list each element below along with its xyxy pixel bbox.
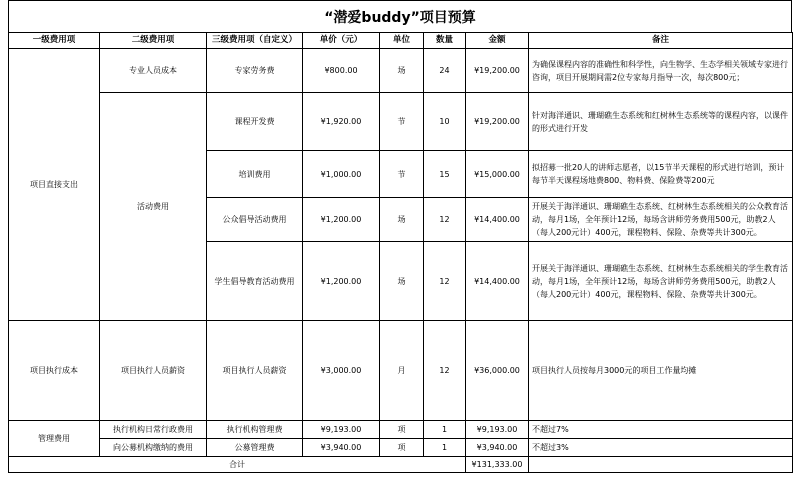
sheet-title: “潜爱buddy”项目预算 <box>8 0 792 32</box>
cell-qty[interactable]: 15 <box>424 151 466 198</box>
cell-qty[interactable]: 12 <box>424 198 466 242</box>
cell-level3[interactable]: 执行机构管理费 <box>207 421 303 439</box>
cell-amount[interactable]: ¥9,193.00 <box>466 421 529 439</box>
cell-qty[interactable]: 1 <box>424 421 466 439</box>
cell-level3[interactable]: 公众倡导活动费用 <box>207 198 303 242</box>
table-row <box>9 321 793 421</box>
cell-price[interactable]: ¥1,000.00 <box>303 151 380 198</box>
header-cell-qty[interactable]: 数量 <box>424 33 466 49</box>
cell-unit[interactable]: 场 <box>380 242 424 321</box>
cell-amount[interactable]: ¥14,400.00 <box>466 242 529 321</box>
cell-unit[interactable]: 项 <box>380 421 424 439</box>
total-label[interactable]: 合计 <box>9 457 466 473</box>
table-row <box>9 93 793 151</box>
cell-level3[interactable]: 课程开发费 <box>207 93 303 151</box>
cell-level1-mgmt[interactable]: 管理费用 <box>9 421 100 457</box>
total-row <box>9 457 793 473</box>
cell-amount[interactable]: ¥19,200.00 <box>466 93 529 151</box>
cell-price[interactable]: ¥3,940.00 <box>303 439 380 457</box>
cell-level3[interactable]: 公募管理费 <box>207 439 303 457</box>
cell-note[interactable]: 针对海洋通识、珊瑚礁生态系统和红树林生态系统等的课程内容，以课件的形式进行开发 <box>529 93 793 151</box>
cell-level2[interactable]: 执行机构日常行政费用 <box>100 421 207 439</box>
cell-level3[interactable]: 项目执行人员薪资 <box>207 321 303 421</box>
table-row <box>9 439 793 457</box>
cell-unit[interactable]: 场 <box>380 198 424 242</box>
cell-note[interactable]: 开展关于海洋通识、珊瑚礁生态系统、红树林生态系统相关的学生教育活动，每月1场，全年预计12场，每场含讲师劳务费用500元，助教2人（每人200元计）400元，课程物料、保险、杂费等共计300元。 <box>529 242 793 321</box>
cell-amount[interactable]: ¥3,940.00 <box>466 439 529 457</box>
header-row <box>9 33 793 49</box>
header-cell-level2[interactable]: 二级费用项 <box>100 33 207 49</box>
cell-qty[interactable]: 10 <box>424 93 466 151</box>
cell-level2-activity[interactable]: 活动费用 <box>100 93 207 321</box>
cell-price[interactable]: ¥3,000.00 <box>303 321 380 421</box>
cell-qty[interactable]: 12 <box>424 242 466 321</box>
cell-note[interactable]: 开展关于海洋通识、珊瑚礁生态系统、红树林生态系统相关的公众教育活动，每月1场，全年预计12场，每场含讲师劳务费用500元，助教2人（每人200元计）400元，课程物料、保险、杂费等共计300元。 <box>529 198 793 242</box>
cell-price[interactable]: ¥1,200.00 <box>303 198 380 242</box>
cell-amount[interactable]: ¥36,000.00 <box>466 321 529 421</box>
header-cell-unit[interactable]: 单位 <box>380 33 424 49</box>
cell-price[interactable]: ¥800.00 <box>303 49 380 93</box>
cell-unit[interactable]: 月 <box>380 321 424 421</box>
cell-unit[interactable]: 节 <box>380 151 424 198</box>
cell-unit[interactable]: 节 <box>380 93 424 151</box>
cell-price[interactable]: ¥9,193.00 <box>303 421 380 439</box>
total-amount[interactable]: ¥131,333.00 <box>466 457 529 473</box>
cell-qty[interactable]: 24 <box>424 49 466 93</box>
cell-qty[interactable]: 1 <box>424 439 466 457</box>
cell-note[interactable]: 不超过7% <box>529 421 793 439</box>
cell-level1-exec[interactable]: 项目执行成本 <box>9 321 100 421</box>
cell-note[interactable]: 不超过3% <box>529 439 793 457</box>
cell-qty[interactable]: 12 <box>424 321 466 421</box>
cell-amount[interactable]: ¥14,400.00 <box>466 198 529 242</box>
table-row <box>9 421 793 439</box>
cell-note[interactable]: 项目执行人员按每月3000元的项目工作量均摊 <box>529 321 793 421</box>
header-cell-note[interactable]: 备注 <box>529 33 793 49</box>
header-cell-level1[interactable]: 一级费用项 <box>9 33 100 49</box>
cell-price[interactable]: ¥1,920.00 <box>303 93 380 151</box>
cell-amount[interactable]: ¥15,000.00 <box>466 151 529 198</box>
cell-level2[interactable]: 专业人员成本 <box>100 49 207 93</box>
cell-price[interactable]: ¥1,200.00 <box>303 242 380 321</box>
cell-amount[interactable]: ¥19,200.00 <box>466 49 529 93</box>
cell-level3[interactable]: 培训费用 <box>207 151 303 198</box>
cell-level2[interactable]: 向公募机构缴纳的费用 <box>100 439 207 457</box>
header-cell-price[interactable]: 单价（元） <box>303 33 380 49</box>
header-cell-amount[interactable]: 金额 <box>466 33 529 49</box>
budget-table <box>8 32 793 473</box>
cell-unit[interactable]: 场 <box>380 49 424 93</box>
total-note-empty[interactable] <box>529 457 793 473</box>
table-row <box>9 49 793 93</box>
cell-level3[interactable]: 专家劳务费 <box>207 49 303 93</box>
cell-note[interactable]: 为确保课程内容的准确性和科学性，向生物学、生态学相关领域专家进行咨询，项目开展期间需2位专家每月指导一次，每次800元； <box>529 49 793 93</box>
cell-unit[interactable]: 项 <box>380 439 424 457</box>
cell-note[interactable]: 拟招募一批20人的讲师志愿者，以15节半天课程的形式进行培训，预计每节半天课程场地费800、物料费、保险费等200元 <box>529 151 793 198</box>
cell-level3[interactable]: 学生倡导教育活动费用 <box>207 242 303 321</box>
header-cell-level3[interactable]: 三级费用项（自定义） <box>207 33 303 49</box>
cell-level1-direct[interactable]: 项目直接支出 <box>9 49 100 321</box>
cell-level2[interactable]: 项目执行人员薪资 <box>100 321 207 421</box>
